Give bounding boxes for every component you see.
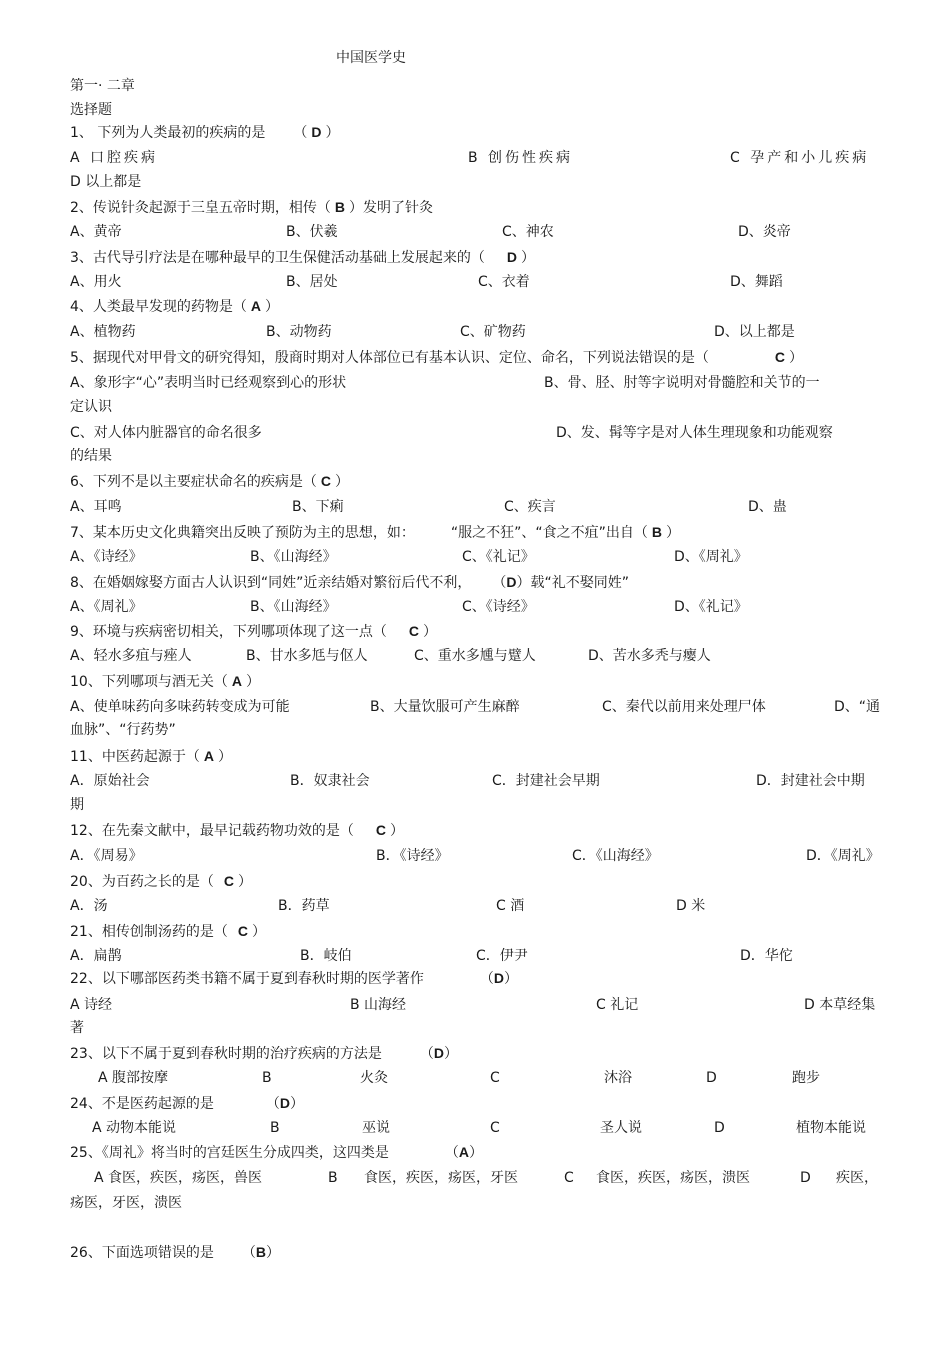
option: D 本草经集 <box>804 997 876 1013</box>
question-6-stem: 6、下列不是以主要症状命名的疾病是（ C ） <box>70 473 350 490</box>
option-continuation: 著 <box>70 1020 84 1036</box>
option-letter: B <box>262 1070 272 1086</box>
option: 沐浴 <box>604 1070 632 1086</box>
question-10-options <box>70 697 884 719</box>
question-11-stem: 11、中医药起源于（ A ） <box>70 748 232 765</box>
section-heading: 选择题 <box>70 102 112 118</box>
option: D、苦水多秃与瘿人 <box>588 648 711 664</box>
option: D、炎帝 <box>738 224 791 240</box>
option: A、《周礼》 <box>70 599 143 615</box>
question-5-options-row1 <box>70 373 884 395</box>
answer-letter: C <box>408 623 420 639</box>
option: D、“通 <box>834 699 881 715</box>
option: 火灸 <box>360 1070 388 1086</box>
option: D、发、髯等字是对人体生理现象和功能观察 <box>556 425 833 441</box>
answer-letter: D <box>506 574 517 590</box>
option: A．《周易》 <box>70 848 143 864</box>
option: 食医，疾医，疡医，溃医 <box>596 1170 750 1186</box>
answer-letter: A <box>231 673 242 689</box>
answer-letter: B <box>255 1244 266 1260</box>
option: D、以上都是 <box>714 324 795 340</box>
option: C、对人体内脏器官的命名很多 <box>70 425 262 441</box>
question-4-options <box>70 322 884 344</box>
option: C 孕产和小儿疾病 <box>730 150 870 166</box>
option: C．伊尹 <box>476 948 528 964</box>
question-12-stem: 12、在先秦文献中，最早记载药物功效的是（ C ） <box>70 822 404 839</box>
option: D、《礼记》 <box>674 599 748 615</box>
option: A 腹部按摩 <box>98 1070 169 1086</box>
option: D 以上都是 <box>70 174 142 190</box>
option: D．华佗 <box>740 948 793 964</box>
question-3-options <box>70 272 884 294</box>
option: 跑步 <box>792 1070 820 1086</box>
option-continuation: 期 <box>70 797 84 813</box>
option: B、骨、胫、肘等字说明对骨髓腔和关节的一 <box>544 375 820 391</box>
question-1-options <box>70 148 884 170</box>
question-5-options-row2 <box>70 423 884 445</box>
question-23-options <box>70 1068 884 1090</box>
option-continuation: 疡医，牙医，溃医 <box>70 1195 182 1211</box>
option: C、疾言 <box>504 499 556 515</box>
option: A、轻水多疽与痤人 <box>70 648 192 664</box>
question-24-options <box>70 1118 884 1140</box>
option: B、居处 <box>286 274 338 290</box>
question-4-stem: 4、人类最早发现的药物是（ A ） <box>70 298 280 315</box>
answer-letter: D <box>279 1095 290 1111</box>
option-letter: B <box>328 1170 338 1186</box>
option: A、象形字“心”表明当时已经观察到心的形状 <box>70 375 347 391</box>
answer-letter: D <box>493 970 504 986</box>
answer-letter: D <box>311 124 322 140</box>
option: A．原始社会 <box>70 773 150 789</box>
question-21-stem: 21、相传创制汤药的是（ C ） <box>70 923 266 940</box>
option: 巫说 <box>362 1120 390 1136</box>
option: D、蛊 <box>748 499 787 515</box>
answer-letter: C <box>375 822 386 838</box>
answer-letter: C <box>774 349 786 365</box>
question-22-options <box>70 995 884 1017</box>
option-letter: B <box>270 1120 280 1136</box>
option: 圣人说 <box>600 1120 642 1136</box>
option: C、神农 <box>502 224 554 240</box>
option: A 食医，疾医，疡医，兽医 <box>94 1170 263 1186</box>
option: A．汤 <box>70 898 108 914</box>
question-26-stem: 26、下面选项错误的是 （B） <box>70 1244 280 1261</box>
question-21-options <box>70 946 884 968</box>
answer-letter: A <box>250 298 262 314</box>
question-5-stem: 5、据现代对甲骨文的研究得知，殷商时期对人体部位已有基本认识、定位、命名，下列说法错误的是（ C ） <box>70 349 804 366</box>
option-letter: C <box>564 1170 574 1186</box>
question-20-options <box>70 896 884 918</box>
option: A、《诗经》 <box>70 549 143 565</box>
answer-letter: A <box>458 1144 469 1160</box>
option-letter: D <box>800 1170 811 1186</box>
question-1-stem: 1、 下列为人类最初的疾病的是 （ D ） <box>70 124 340 141</box>
option: C、《礼记》 <box>462 549 535 565</box>
question-3-stem: 3、古代导引疗法是在哪种最早的卫生保健活动基础上发展起来的（ D ） <box>70 249 536 266</box>
option: B．奴隶社会 <box>290 773 370 789</box>
option: B．《诗经》 <box>376 848 449 864</box>
question-25-options <box>70 1168 884 1190</box>
option: A、用火 <box>70 274 122 290</box>
answer-letter: C <box>320 473 332 489</box>
answer-letter: B <box>334 199 346 215</box>
option: C、衣着 <box>478 274 530 290</box>
option: B、大量饮服可产生麻醉 <box>370 699 520 715</box>
question-25-stem: 25、《周礼》将当时的宫廷医生分成四类，这四类是 （A） <box>70 1144 483 1161</box>
question-8-options <box>70 597 884 619</box>
option-letter: C <box>490 1120 500 1136</box>
option-letter: D <box>714 1120 725 1136</box>
option: A 诗经 <box>70 997 113 1013</box>
question-23-stem: 23、以下不属于夏到春秋时期的治疗疾病的方法是 （D） <box>70 1045 458 1062</box>
question-11-options <box>70 771 884 793</box>
option: 疾医， <box>836 1170 878 1186</box>
option: D．封建社会中期 <box>756 773 865 789</box>
option: B、伏羲 <box>286 224 338 240</box>
option: B．岐伯 <box>300 948 352 964</box>
option: B、甘水多尪与伛人 <box>246 648 368 664</box>
option: 食医，疾医，疡医，牙医 <box>364 1170 518 1186</box>
option-continuation: 的结果 <box>70 448 112 464</box>
option: A、植物药 <box>70 324 136 340</box>
answer-letter: C <box>237 923 248 939</box>
question-6-options <box>70 497 884 519</box>
option: D 米 <box>676 898 706 914</box>
option: A、耳鸣 <box>70 499 122 515</box>
option: B、下痢 <box>292 499 344 515</box>
option: 植物本能说 <box>796 1120 866 1136</box>
option: B 山海经 <box>350 997 407 1013</box>
option: C．封建社会早期 <box>492 773 600 789</box>
question-8-stem: 8、在婚姻嫁娶方面古人认识到“同姓”近亲结婚对繁衍后代不利， （D）载“礼不娶同姓” <box>70 574 630 591</box>
answer-letter: D <box>433 1045 444 1061</box>
answer-letter: B <box>651 524 663 540</box>
option: A、黄帝 <box>70 224 122 240</box>
option: B、《山海经》 <box>250 599 337 615</box>
option: D、《周礼》 <box>674 549 748 565</box>
option: B 创伤性疾病 <box>468 150 574 166</box>
option: C、矿物药 <box>460 324 526 340</box>
question-10-stem: 10、下列哪项与酒无关（ A ） <box>70 673 260 690</box>
question-9-stem: 9、环境与疾病密切相关，下列哪项体现了这一点（ C ） <box>70 623 438 640</box>
question-2-stem: 2、传说针灸起源于三皇五帝时期，相传（ B ）发明了针灸 <box>70 199 434 216</box>
option: B、动物药 <box>266 324 332 340</box>
option: C 礼记 <box>596 997 639 1013</box>
question-24-stem: 24、不是医药起源的是 （D） <box>70 1095 304 1112</box>
option-continuation: 血脉”、“行药势” <box>70 722 176 738</box>
question-12-options <box>70 846 884 868</box>
option: D、舞蹈 <box>730 274 783 290</box>
option: A 动物本能说 <box>92 1120 177 1136</box>
option: D．《周礼》 <box>806 848 880 864</box>
option: A 口腔疾病 <box>70 150 159 166</box>
answer-letter: C <box>223 873 234 889</box>
question-9-options <box>70 646 884 668</box>
option: C、《诗经》 <box>462 599 535 615</box>
question-7-stem: 7、某本历史文化典籍突出反映了预防为主的思想，如： “服之不狂”、“食之不疽”出自（ B ） <box>70 524 681 541</box>
option: B．药草 <box>278 898 330 914</box>
option: C 酒 <box>496 898 525 914</box>
option: C．《山海经》 <box>572 848 659 864</box>
question-20-stem: 20、为百药之长的是（ C ） <box>70 873 252 890</box>
option-letter: D <box>706 1070 717 1086</box>
option-letter: C <box>490 1070 500 1086</box>
chapter-heading: 第一· 二章 <box>70 78 135 94</box>
option: B、《山海经》 <box>250 549 337 565</box>
option: C、重水多尰与躄人 <box>414 648 536 664</box>
question-2-options <box>70 222 884 244</box>
answer-letter: D <box>506 249 518 265</box>
question-22-stem: 22、以下哪部医药类书籍不属于夏到春秋时期的医学著作 （D） <box>70 970 518 987</box>
option: C、秦代以前用来处理尸体 <box>602 699 766 715</box>
answer-letter: A <box>203 748 214 764</box>
option-continuation: 定认识 <box>70 399 112 415</box>
question-7-options <box>70 547 884 569</box>
option: A、使单味药向多味药转变成为可能 <box>70 699 290 715</box>
option: A．扁鹊 <box>70 948 122 964</box>
document-title: 中国医学史 <box>336 50 406 66</box>
